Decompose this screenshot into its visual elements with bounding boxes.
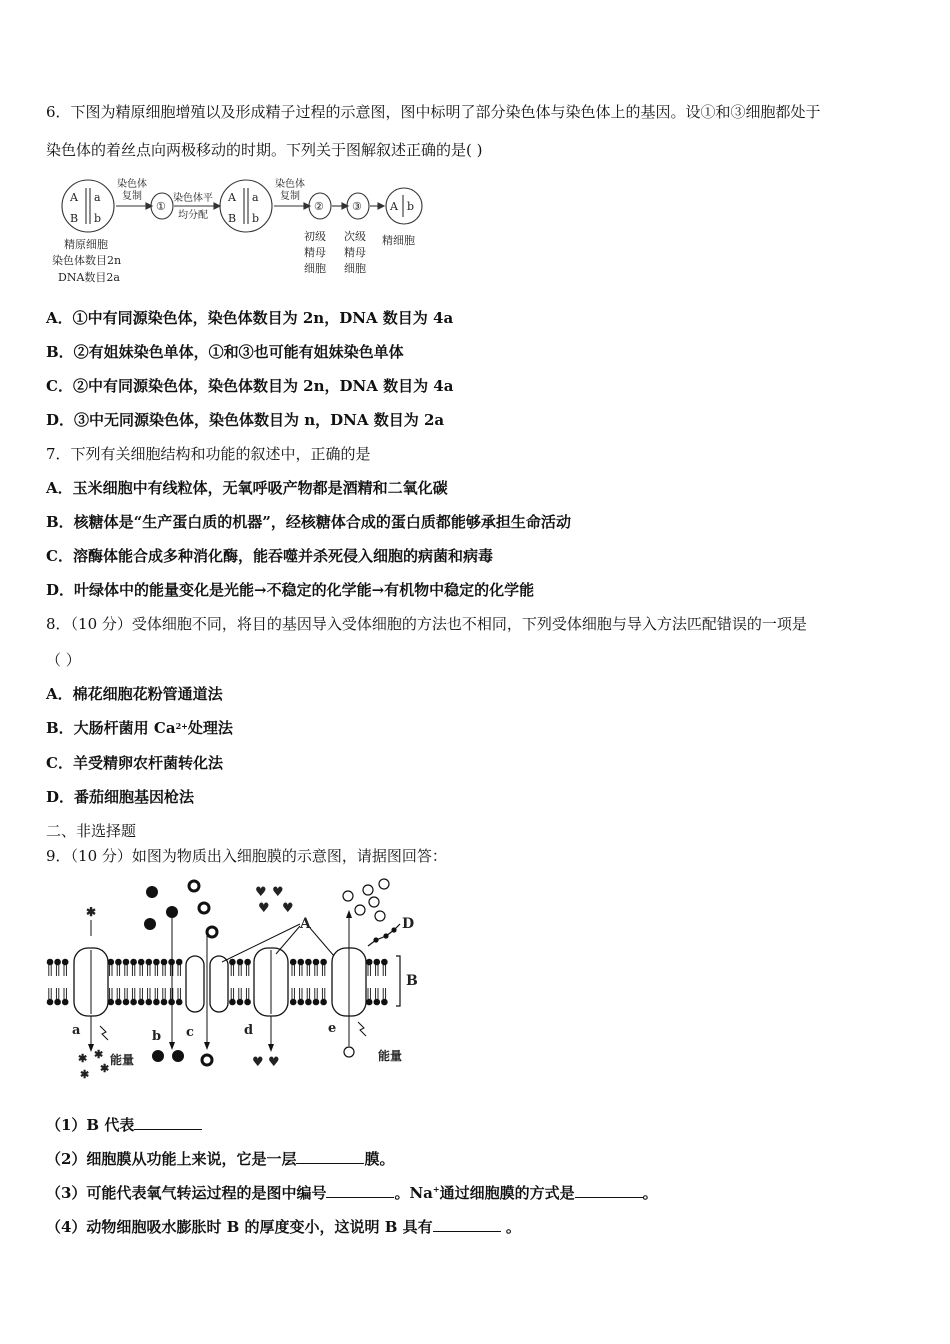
spermatogonium-label-2: 染色体数目2n <box>52 254 122 267</box>
phospholipid-inner <box>290 988 297 1005</box>
arrow3-label-2: 复制 <box>280 191 300 202</box>
gene-label-A-2: A <box>228 191 236 204</box>
phospholipid-inner <box>146 988 153 1005</box>
q9-stem: 9．（10 分）如图为物质出入细胞膜的示意图，请据图回答： <box>46 847 447 865</box>
answer-blank-1[interactable] <box>134 1113 202 1130</box>
phospholipid-inner <box>237 988 244 1005</box>
answer-blank-2[interactable] <box>296 1147 364 1164</box>
phospholipid-outer <box>161 959 168 976</box>
phospholipid-outer <box>54 959 61 976</box>
q8-option-b-pre: B．大肠杆菌用 Ca <box>46 719 176 737</box>
energy-label-2: 能量 <box>378 1049 403 1063</box>
phospholipid-inner <box>298 988 305 1005</box>
q9-sub2-text: （2）细胞膜从功能上来说，它是一层 <box>46 1150 297 1168</box>
phospholipid-outer <box>123 959 130 976</box>
phospholipid-inner <box>381 988 388 1005</box>
phospholipid-inner <box>115 988 122 1005</box>
phospholipid-inner <box>305 988 312 1005</box>
phospholipid-outer <box>138 959 145 976</box>
q6-stem-line2: 染色体的着丝点向两极移动的时期。下列关于图解叙述正确的是( ) <box>46 141 483 159</box>
gene-label-B-2: B <box>228 212 237 225</box>
q9-membrane-transport-diagram <box>44 876 424 1081</box>
phospholipid-inner <box>313 988 320 1005</box>
phospholipid-outer <box>146 959 153 976</box>
phospholipid-outer <box>244 959 251 976</box>
secondary-label-1: 次级 <box>344 230 366 243</box>
label-b: b <box>152 1029 162 1044</box>
primary-label-2: 精母 <box>304 246 326 259</box>
energy-zigzag-a <box>100 1026 108 1040</box>
gene-label-b-3: b <box>407 200 415 213</box>
section2-title: 二、非选择题 <box>46 822 137 840</box>
svg-text:✱: ✱ <box>78 1052 88 1065</box>
primary-label-1: 初级 <box>304 230 326 243</box>
q9-sub4-post: 。 <box>500 1218 521 1236</box>
label-c: c <box>186 1025 194 1040</box>
q6-option-b: B．②有姐妹染色单体，①和③也可能有姐妹染色单体 <box>46 343 404 361</box>
svg-text:✱: ✱ <box>80 1068 90 1081</box>
arrow2-label-1: 染色体平 <box>173 193 213 204</box>
phospholipid-inner <box>153 988 160 1005</box>
phospholipid-inner <box>54 988 61 1005</box>
q6-option-c: C．②中有同源染色体，染色体数目为 2n，DNA 数目为 4a <box>46 377 454 395</box>
phospholipid-inner <box>320 988 327 1005</box>
q9-sub3-text: （3）可能代表氧气转运过程的是图中编号 <box>46 1184 327 1202</box>
phospholipid-outer <box>366 959 373 976</box>
answer-blank-5[interactable] <box>433 1215 501 1232</box>
phospholipid-inner <box>62 988 69 1005</box>
svg-text:♥: ♥ <box>252 1055 264 1070</box>
label-e: e <box>328 1021 337 1036</box>
q7-option-a: A．玉米细胞中有线粒体，无氧呼吸产物都是酒精和二氧化碳 <box>46 479 448 497</box>
svg-text:♥: ♥ <box>282 901 294 916</box>
arrow2-label-2: 均分配 <box>178 210 208 221</box>
phospholipid-inner <box>47 988 54 1005</box>
q9-sub1 <box>46 1113 202 1135</box>
phospholipid-outer <box>237 959 244 976</box>
phospholipid-outer <box>153 959 160 976</box>
phospholipid-outer <box>320 959 327 976</box>
gene-label-b-2: b <box>252 212 260 225</box>
q9-sub2 <box>46 1147 394 1169</box>
q8-stem-line1: 8．（10 分）受体细胞不同，将目的基因导入受体细胞的方法也不相同，下列受体细胞与导入方法匹配错误的一项是 <box>46 615 807 633</box>
svg-text:✱: ✱ <box>100 1062 110 1075</box>
answer-blank-4[interactable] <box>575 1181 643 1198</box>
phospholipid-inner <box>123 988 130 1005</box>
phospholipid-inner <box>161 988 168 1005</box>
label-d: d <box>244 1023 254 1038</box>
q9-sub3-mid2: 通过细胞膜的方式是 <box>439 1184 575 1202</box>
svg-text:♥: ♥ <box>272 885 284 900</box>
circle-3-label: ③ <box>352 200 362 213</box>
phospholipid-inner <box>374 988 381 1005</box>
spermatogonium-label-1: 精原细胞 <box>64 238 108 251</box>
label-B: B <box>406 973 418 989</box>
arrow1-label-2: 复制 <box>122 191 142 202</box>
phospholipid-outer <box>298 959 305 976</box>
phospholipid-outer <box>176 959 183 976</box>
svg-text:♥: ♥ <box>255 885 267 900</box>
spermatogonium-label-3: DNA数目2a <box>58 271 120 284</box>
q9-sub2-post: 膜。 <box>364 1150 395 1168</box>
q9-sub1-text: （1）B 代表 <box>46 1116 135 1134</box>
q8-stem-line2: （ ） <box>46 651 81 669</box>
gene-label-a: a <box>94 191 101 204</box>
q6-option-d: D．③中无同源染色体，染色体数目为 n，DNA 数目为 2a <box>46 411 445 429</box>
arrow3-label-1: 染色体 <box>275 179 305 190</box>
q9-sub3-mid1: 。Na <box>394 1184 433 1202</box>
q9-sub3-post: 。 <box>642 1184 658 1202</box>
phospholipid-outer <box>130 959 137 976</box>
phospholipid-inner <box>138 988 145 1005</box>
gene-label-A: A <box>70 191 78 204</box>
channel-protein-c-right <box>210 956 228 1012</box>
circle-1-label: ① <box>156 200 166 213</box>
phospholipid-outer <box>47 959 54 976</box>
q8-option-d: D．番茄细胞基因枪法 <box>46 788 195 806</box>
primary-label-3: 细胞 <box>304 262 326 275</box>
phospholipid-outer <box>305 959 312 976</box>
sperm-label: 精细胞 <box>382 234 415 247</box>
q8-option-a: A．棉花细胞花粉管通道法 <box>46 685 223 703</box>
label-A: A <box>300 916 311 932</box>
phospholipid-outer <box>115 959 122 976</box>
phospholipid-outer <box>290 959 297 976</box>
q9-sub4 <box>46 1215 521 1237</box>
phospholipid-inner <box>176 988 183 1005</box>
secondary-label-3: 细胞 <box>344 262 366 275</box>
q7-option-d: D．叶绿体中的能量变化是光能→不稳定的化学能→有机物中稳定的化学能 <box>46 581 535 599</box>
phospholipid-inner <box>229 988 236 1005</box>
phospholipid-inner <box>130 988 137 1005</box>
q7-stem: 7．下列有关细胞结构和功能的叙述中，正确的是 <box>46 445 371 463</box>
q8-option-b-post: 处理法 <box>187 719 233 737</box>
energy-zigzag-e <box>358 1022 366 1036</box>
label-D: D <box>402 916 415 932</box>
phospholipid-outer <box>62 959 69 976</box>
q7-option-b: B．核糖体是“生产蛋白质的机器”，经核糖体合成的蛋白质都能够承担生命活动 <box>46 513 571 531</box>
phospholipid-inner <box>244 988 251 1005</box>
svg-text:♥: ♥ <box>258 901 270 916</box>
gene-label-b: b <box>94 212 102 225</box>
q9-sub3 <box>46 1181 658 1203</box>
arrow1-label-1: 染色体 <box>117 179 147 190</box>
q6-option-a: A．①中有同源染色体，染色体数目为 2n，DNA 数目为 4a <box>46 309 454 327</box>
secondary-label-2: 精母 <box>344 246 366 259</box>
svg-text:✱: ✱ <box>94 1048 104 1061</box>
q6-spermatogenesis-diagram <box>46 174 446 290</box>
phospholipid-outer <box>381 959 388 976</box>
svg-text:♥: ♥ <box>268 1055 280 1070</box>
q6-stem-line1: 6．下图为精原细胞增殖以及形成精子过程的示意图，图中标明了部分染色体与染色体上的基因。设①和③细胞都处于 <box>46 103 821 121</box>
q9-sub3-superscript: + <box>432 1184 440 1194</box>
star-molecule-top: ✱ <box>86 905 97 919</box>
circle-2-label: ② <box>314 200 324 213</box>
label-a: a <box>72 1023 81 1038</box>
phospholipid-outer <box>313 959 320 976</box>
energy-label-1: 能量 <box>110 1053 135 1067</box>
q7-option-c: C．溶酶体能合成多种消化酶，能吞噬并杀死侵入细胞的病菌和病毒 <box>46 547 493 565</box>
channel-protein-c-left <box>186 956 204 1012</box>
phospholipid-outer <box>229 959 236 976</box>
gene-label-A-3: A <box>390 200 398 213</box>
phospholipid-outer <box>374 959 381 976</box>
answer-blank-3[interactable] <box>326 1181 394 1198</box>
q8-option-b <box>46 718 233 738</box>
gene-label-B: B <box>70 212 79 225</box>
q9-sub4-text: （4）动物细胞吸水膨胀时 B 的厚度变小，这说明 B 具有 <box>46 1218 433 1236</box>
q8-option-b-superscript: 2+ <box>175 721 188 731</box>
phospholipid-inner <box>366 988 373 1005</box>
q8-option-c: C．羊受精卵农杆菌转化法 <box>46 754 223 772</box>
gene-label-a-2: a <box>252 191 259 204</box>
